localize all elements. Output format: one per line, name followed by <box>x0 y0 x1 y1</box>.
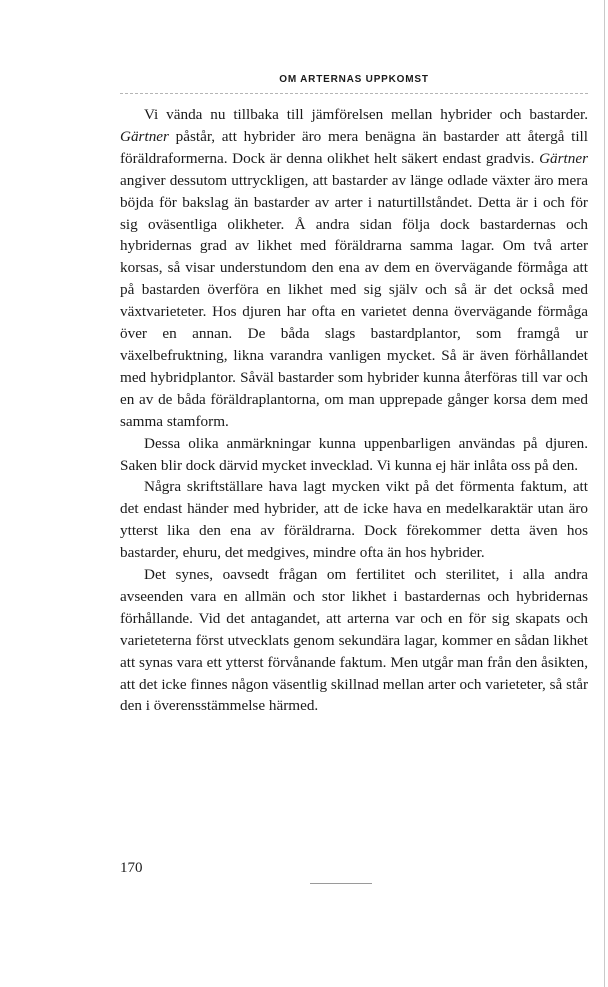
page-number: 170 <box>120 860 143 876</box>
paragraph-1-text-c: angiver dessutom uttryckligen, att bastarder av länge odlade växter äro mera böjda för bakslag än bastarder av arter i naturtillståndet. Detta är i och för sig oväsentliga olikheter. Å andra sidan följa dock bastardernas och hybridernas grad av likhet med föräldrarna samma lagar. Om två arter korsas, så visar understundom den ena av dem en övervägande förmåga att på bastarden överföra en likhet med sig själv och så är det också med växtvarieteter. Hos djuren har ofta en varietet denna övervägande förmåga över en annan. De båda slags bastardplantor, som framgå ur växelbefruktning, likna varandra vanligen mycket. Så är även förhållandet med hybridplantor. Såväl bastarder som hybrider kunna återföras till var och en av de båda föräldraplantorna, om man upprepade gånger korsa dem med samma stamform. <box>120 171 588 430</box>
author-name-gartner: Gärtner <box>120 127 169 145</box>
paragraph-1-text-a: Vi vända nu tillbaka till jämförelsen mellan hybrider och bastarder. <box>144 106 588 123</box>
header-divider <box>120 93 588 94</box>
footer-divider <box>310 883 372 884</box>
paragraph-1 <box>120 104 588 433</box>
paragraph-3: Några skriftställare hava lagt mycken vikt på det förmenta faktum, att det endast händer med hybrider, att de icke hava en medelkaraktär utan äro ytterst lika den ena av föräldrarna. Dock förekommer detta även hos bastarder, ehuru, det medgives, mindre ofta än hos hybrider. <box>120 478 588 562</box>
page-edge-line <box>604 0 605 987</box>
author-name-gartner-2: Gärtner <box>539 149 588 167</box>
page-body <box>120 104 588 717</box>
paragraph-1-text-b: påstår, att hybrider äro mera benägna än bastarder att återgå till föräldraformerna. Dock är denna olikhet helt säkert endast gradvis. <box>120 127 588 167</box>
paragraph-4: Det synes, oavsedt frågan om fertilitet och sterilitet, i alla andra avseenden vara en allmän och stor likhet i bastardernas och hybridernas förhållande. Vid det antagandet, att arterna var och en för sig skapats och varieteterna först utvecklats genom sekundära lagar, kommer en sådan likhet att synas vara ett ytterst förvånande faktum. Men utgår man från den åsikten, att det icke finnes någon väsentlig skillnad mellan arter och varieteter, så står den i överensstämmelse härmed. <box>120 566 588 715</box>
paragraph-2: Dessa olika anmärkningar kunna uppenbarligen användas på djuren. Saken blir dock därvid mycket invecklad. Vi kunna ej här inlåta oss på den. <box>120 434 588 474</box>
running-header: OM ARTERNAS UPPKOMST <box>279 74 429 85</box>
